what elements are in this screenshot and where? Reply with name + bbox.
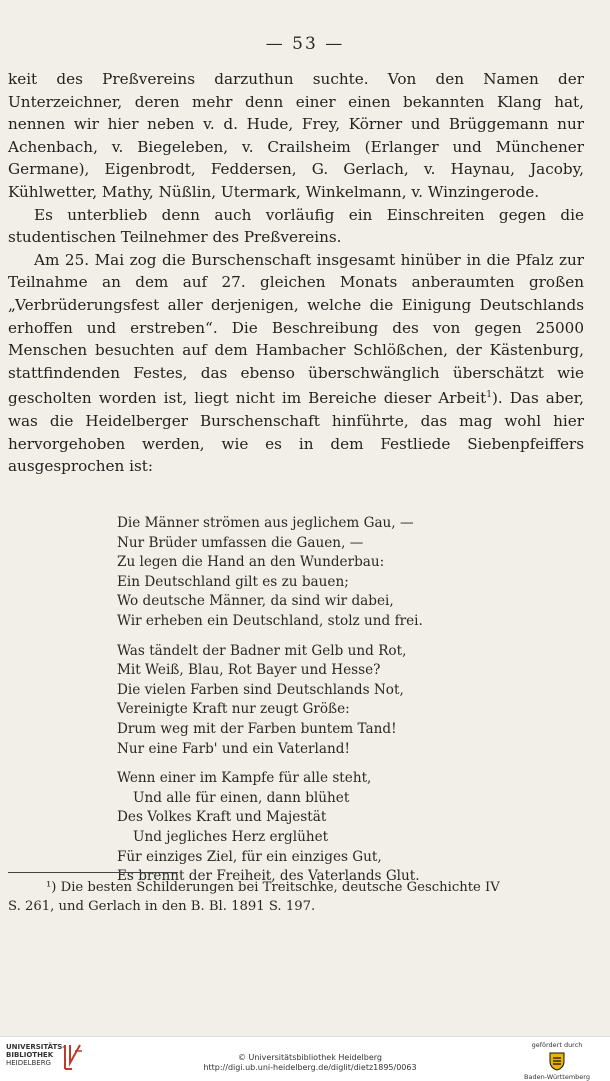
baden-wuerttemberg-crest-icon [547, 1051, 567, 1071]
footnote-divider [8, 872, 178, 873]
library-name-line-3: HEIDELBERG [6, 1059, 51, 1067]
footer-info [160, 1053, 460, 1073]
funder-name: Baden-Württemberg [524, 1073, 590, 1081]
poem-line: Nur eine Farb' und ein Vaterland! [117, 740, 350, 757]
footnote-line-2: S. 261, und Gerlach in den B. Bl. 1891 S. 197. [8, 899, 316, 914]
poem-stanza-2 [117, 642, 557, 760]
poem-stanza-1 [117, 514, 557, 632]
viewer-footer [0, 1036, 610, 1079]
permalink-url[interactable]: http://digi.ub.uni-heidelberg.de/diglit/dietz1895/0063 [203, 1063, 417, 1072]
paragraph-2: Es unterblieb denn auch vorläufig ein Einschreiten gegen die studentischen Teilnehmer des Preßvereins. [8, 205, 584, 247]
poem-line: Zu legen die Hand an den Wunderbau: [117, 554, 385, 571]
poem-line: Ein Deutschland gilt es zu bauen; [117, 573, 349, 590]
paragraph-3-part-a: Am 25. Mai zog die Burschenschaft insgesamt hinüber in die Pfalz zur Teilnahme an dem auf 27. gleichen Monats anberaumten großen „Verbrüderungsfest aller derjenigen, welche die Einigung Deutschlands erhoffen und erstreben“. Die Beschreibung des von gegen 25000 Menschen besuchten auf dem Hambacher Schlößchen, der Kästenburg, stattfindenden Festes, das ebenso überschwänglich überschätzt wie gescholten worden ist, liegt nicht im Bereiche dieser Arbeit [8, 250, 584, 408]
footnote-line-1: ¹) Die besten Schilderungen bei Treitschke, deutsche Geschichte IV [46, 880, 500, 895]
library-name-line-1: UNIVERSITÄTS- [6, 1043, 66, 1051]
poem-line: Vereinigte Kraft nur zeugt Größe: [117, 701, 350, 718]
library-emblem-icon [62, 1041, 84, 1073]
poem-line: Drum weg mit der Farben buntem Tand! [117, 720, 397, 737]
paragraph-1: keit des Preßvereins darzuthun suchte. Von den Namen der Unterzeichner, deren mehr denn einer einen bekannten Klang hat, nennen wir hier neben v. d. Hude, Frey, Körner und Brüggemann nur Achenbach, v. Biegeleben, v. Crailsheim (Erlanger und Münchener Germane), Eigenbrodt, Feddersen, G. Gerlach, v. Haynau, Jacoby, Kühlwetter, Mathy, Nüßlin, Utermark, Winkelmann, v. Winzingerode. [8, 70, 584, 201]
poem-line: Nur Brüder umfassen die Gauen, — [117, 534, 364, 551]
poem-line: Wir erheben ein Deutschland, stolz und frei. [117, 612, 423, 629]
page-number: — 53 — [265, 34, 345, 54]
poem-stanza-3 [117, 769, 557, 887]
poem-line: Und jegliches Herz erglühet [133, 828, 329, 845]
footnote-reference[interactable]: 1 [486, 390, 492, 401]
library-logo-text[interactable] [6, 1043, 65, 1067]
poem-line: Wenn einer im Kampfe für alle steht, [117, 770, 372, 787]
poem-line: Die vielen Farben sind Deutschlands Not, [117, 681, 404, 698]
poem-line: Was tändelt der Badner mit Gelb und Rot, [117, 642, 407, 659]
festlied-poem [117, 514, 557, 897]
poem-line: Für einziges Ziel, für ein einziges Gut, [117, 848, 382, 865]
copyright-text: © Universitätsbibliothek Heidelberg [237, 1053, 382, 1062]
poem-line: Des Volkes Kraft und Majestät [117, 809, 327, 826]
poem-line: Wo deutsche Männer, da sind wir dabei, [117, 593, 394, 610]
funded-by-label: gefördert durch [531, 1041, 583, 1049]
footnote [8, 878, 582, 916]
paragraph-3 [8, 249, 584, 478]
library-name-line-2: BIBLIOTHEK [6, 1051, 54, 1059]
poem-line: Mit Weiß, Blau, Rot Bayer und Hesse? [117, 662, 381, 679]
funder-block [512, 1041, 602, 1081]
poem-line: Es brennt der Freiheit, des Vaterlands Glut. [117, 868, 420, 885]
body-text [8, 68, 584, 478]
poem-line: Die Männer strömen aus jeglichem Gau, — [117, 515, 414, 531]
paragraph-3-part-b: ). Das aber, was die Heidelberger Burschenschaft hinführte, das mag wohl hier hervorgehoben werden, wie es in dem Festliede Siebenpfeiffers ausgesprochen ist: [8, 389, 584, 476]
poem-line: Und alle für einen, dann blühet [133, 789, 350, 806]
